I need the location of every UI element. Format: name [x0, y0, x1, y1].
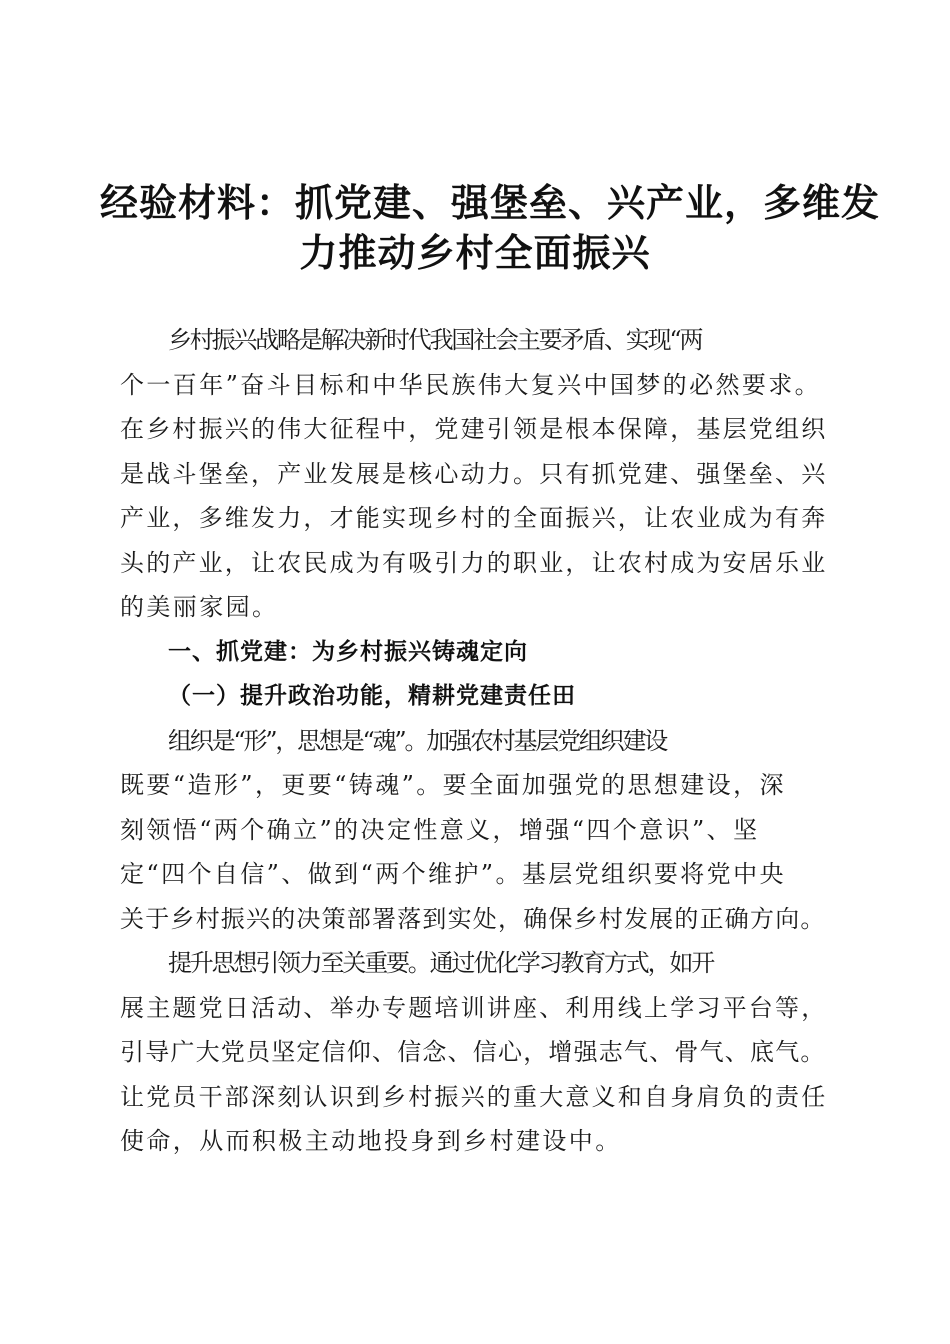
text-line: 组织是“形”，思想是“魂”。加强农村基层党组织建设: [168, 726, 667, 755]
title-line: 力推动乡村全面振兴: [299, 230, 651, 275]
text-line: 乡村振兴战略是解决新时代我国社会主要矛盾、实现“两: [168, 326, 702, 354]
section-heading: 一、抓党建：为乡村振兴铸魂定向: [168, 638, 528, 665]
text-line: 个一百年”奋斗目标和中华民族伟大复兴中国梦的必然要求。: [120, 370, 822, 399]
title-line: 经验材料：抓党建、强堡垒、兴产业，多维发: [100, 180, 881, 225]
text-line: 使命，从而积极主动地投身到乡村建设中。: [120, 1127, 622, 1155]
text-line: 刻领悟“两个确立”的决定性意义，增强“四个意识”、坚: [120, 815, 760, 844]
intro-paragraph: [120, 318, 830, 630]
subsection-heading: （一）提升政治功能，精耕党建责任田: [168, 682, 576, 709]
text-line: 让党员干部深刻认识到乡村振兴的重大意义和自身肩负的责任: [120, 1082, 828, 1111]
text-line: 既要“造形”，更要“铸魂”。要全面加强党的思想建设，深: [120, 771, 786, 799]
text-line: 在乡村振兴的伟大征程中，党建引领是根本保障，基层党组织: [120, 415, 828, 443]
body-paragraph: [120, 719, 830, 942]
text-line: 展主题党日活动、举办专题培训讲座、利用线上学习平台等，: [120, 993, 828, 1022]
text-line: 头的产业，让农民成为有吸引力的职业，让农村成为安居乐业: [120, 548, 828, 577]
text-line: 产业，多维发力，才能实现乡村的全面振兴，让农业成为有奔: [120, 504, 828, 532]
text-line: 是战斗堡垒，产业发展是核心动力。只有抓党建、强堡垒、兴: [120, 459, 828, 488]
document-title: [100, 178, 881, 278]
text-line: 提升思想引领力至关重要。通过优化学习教育方式，如开: [168, 949, 713, 977]
body-paragraph: [120, 941, 830, 1164]
text-line: 定“四个自信”、做到“两个维护”。基层党组织要将党中央: [120, 860, 786, 888]
document-body: [120, 318, 830, 1164]
text-line: 引导广大党员坚定信仰、信念、信心，增强志气、骨气、底气。: [120, 1038, 826, 1066]
text-line: 关于乡村振兴的决策部署落到实处，确保乡村发展的正确方向。: [120, 904, 826, 933]
text-line: 的美丽家园。: [120, 593, 279, 621]
